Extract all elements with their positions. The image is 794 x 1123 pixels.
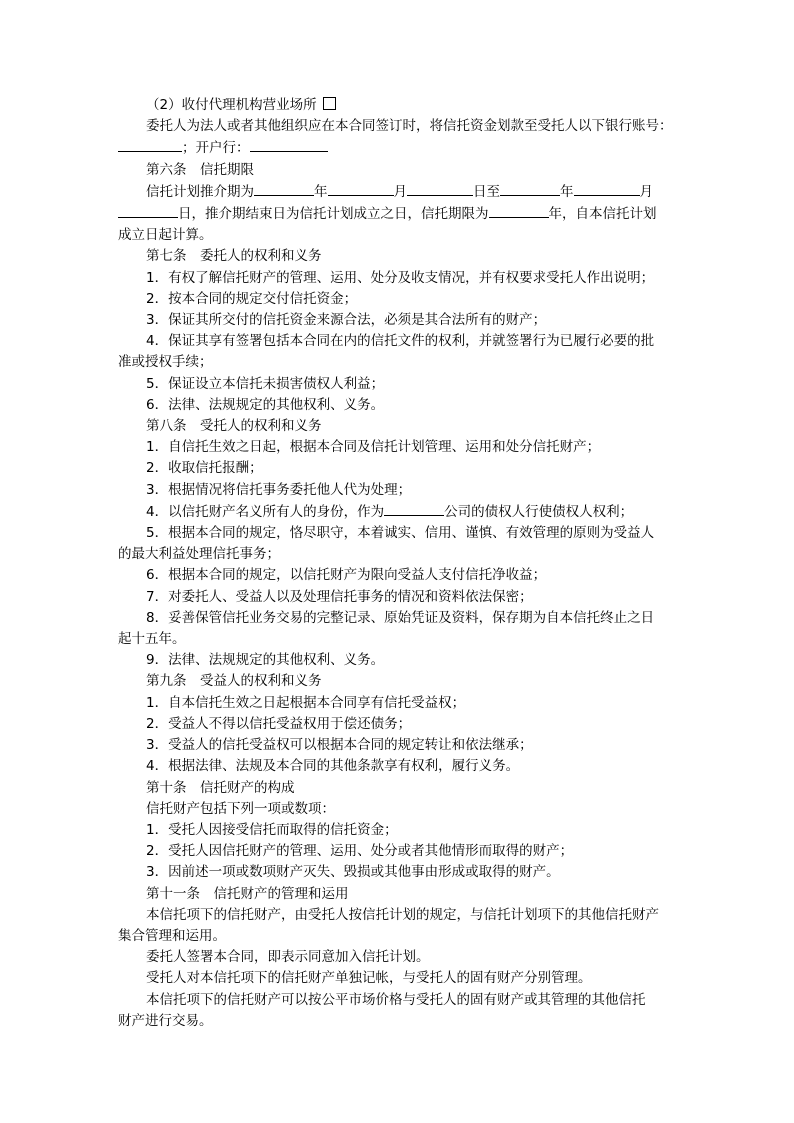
list-item: 3．因前述一项或数项财产灭失、毁损或其他事由形成或取得的财产。 xyxy=(146,864,560,881)
text-line: 准或授权手续； xyxy=(118,354,213,371)
text-line: 本信托项下的信托财产可以按公平市场价格与受托人的固有财产或其管理的其他信托 xyxy=(146,991,646,1008)
article-heading: 第九条 受益人的权利和义务 xyxy=(146,673,322,690)
article-heading: 第十条 信托财产的构成 xyxy=(146,779,295,796)
list-item: 1．有权了解信托财产的管理、运用、处分及收支情况，并有权要求受托人作出说明； xyxy=(146,269,655,286)
list-item: 1．自信托生效之日起，根据本合同及信托计划管理、运用和处分信托财产； xyxy=(146,439,601,456)
list-item: 6．法律、法规规定的其他权利、义务。 xyxy=(146,396,385,413)
blank-field[interactable] xyxy=(489,203,549,218)
checkbox[interactable] xyxy=(323,97,336,110)
text-line: 委托人签署本合同，即表示同意加入信托计划。 xyxy=(146,949,430,966)
list-item: 3．根据情况将信托事务委托他人代为处理； xyxy=(146,481,412,498)
list-item: 5．根据本合同的规定，恪尽职守，本着诚实、信用、谨慎、有效管理的原则为受益人 xyxy=(146,525,655,542)
text-line: 受托人对本信托项下的信托财产单独记帐，与受托人的固有财产分别管理。 xyxy=(146,970,592,987)
list-item: 5．保证设立本信托未损害债权人利益； xyxy=(146,375,385,392)
text-line: 的最大利益处理信托事务； xyxy=(118,546,280,563)
blank-field[interactable] xyxy=(384,501,444,516)
text-line: 起十五年。 xyxy=(118,631,186,648)
list-item: 8．妥善保管信托业务交易的完整记录、原始凭证及资料，保存期为自本信托终止之日 xyxy=(146,609,655,626)
article-heading: 第十一条 信托财产的管理和运用 xyxy=(146,885,349,902)
list-item: 2．收取信托报酬； xyxy=(146,460,263,477)
text-line: 成立日起计算。 xyxy=(118,227,213,244)
article-heading: 第七条 委托人的权利和义务 xyxy=(146,248,322,265)
list-item: 2．按本合同的规定交付信托资金； xyxy=(146,290,358,307)
list-item: 2．受益人不得以信托受益权用于偿还债务； xyxy=(146,715,412,732)
blank-field[interactable] xyxy=(574,181,640,196)
list-item: 1．自本信托生效之日起根据本合同享有信托受益权； xyxy=(146,694,466,711)
text-line: 委托人为法人或者其他组织应在本合同签订时，将信托资金划款至受托人以下银行账号： xyxy=(146,118,673,135)
list-item: 3．保证其所交付的信托资金来源合法，必须是其合法所有的财产； xyxy=(146,312,547,329)
text-line: 财产进行交易。 xyxy=(118,1012,213,1029)
list-item: 3．受益人的信托受益权可以根据本合同的规定转让和依法继承； xyxy=(146,737,533,754)
list-item: 6．根据本合同的规定，以信托财产为限向受益人支付信托净收益； xyxy=(146,567,547,584)
list-item: 1．受托人因接受信托而取得的信托资金； xyxy=(146,821,398,838)
blank-field[interactable] xyxy=(254,181,314,196)
text-line: （2）收付代理机构营业场所 xyxy=(118,95,676,116)
article-heading: 第八条 受托人的权利和义务 xyxy=(146,418,322,435)
blank-field[interactable] xyxy=(500,181,560,196)
article-heading: 第六条 信托期限 xyxy=(146,161,254,178)
text-line: 本信托项下的信托财产，由受托人按信托计划的规定，与信托计划项下的其他信托财产 xyxy=(146,906,659,923)
text-line: 信托计划推介期为 年 月 日至 年 月 xyxy=(118,181,676,203)
text-line: 集合管理和运用。 xyxy=(118,927,226,944)
blank-field[interactable] xyxy=(407,181,473,196)
blank-field[interactable] xyxy=(118,137,182,152)
list-item: 9．法律、法规规定的其他权利、义务。 xyxy=(146,652,385,669)
blank-field[interactable] xyxy=(118,203,178,218)
list-item: 4．根据法律、法规及本合同的其他条款享有权利，履行义务。 xyxy=(146,758,520,775)
blank-field[interactable] xyxy=(250,137,328,152)
list-item: 7．对委托人、受益人以及处理信托事务的情况和资料依法保密； xyxy=(146,588,533,605)
text-line: 日，推介期结束日为信托计划成立之日，信托期限为 年，自本信托计划 xyxy=(118,203,676,225)
text-line: ；开户行： xyxy=(118,137,676,159)
list-item: 4．保证其享有签署包括本合同在内的信托文件的权利，并就签署行为已履行必要的批 xyxy=(146,333,655,350)
list-item: 2．受托人因信托财产的管理、运用、处分或者其他情形而取得的财产； xyxy=(146,843,574,860)
text-line: 信托财产包括下列一项或数项： xyxy=(146,800,335,817)
list-item: 4．以信托财产名义所有人的身份，作为 公司的债权人行使债权人权利； xyxy=(118,501,676,523)
blank-field[interactable] xyxy=(328,181,394,196)
